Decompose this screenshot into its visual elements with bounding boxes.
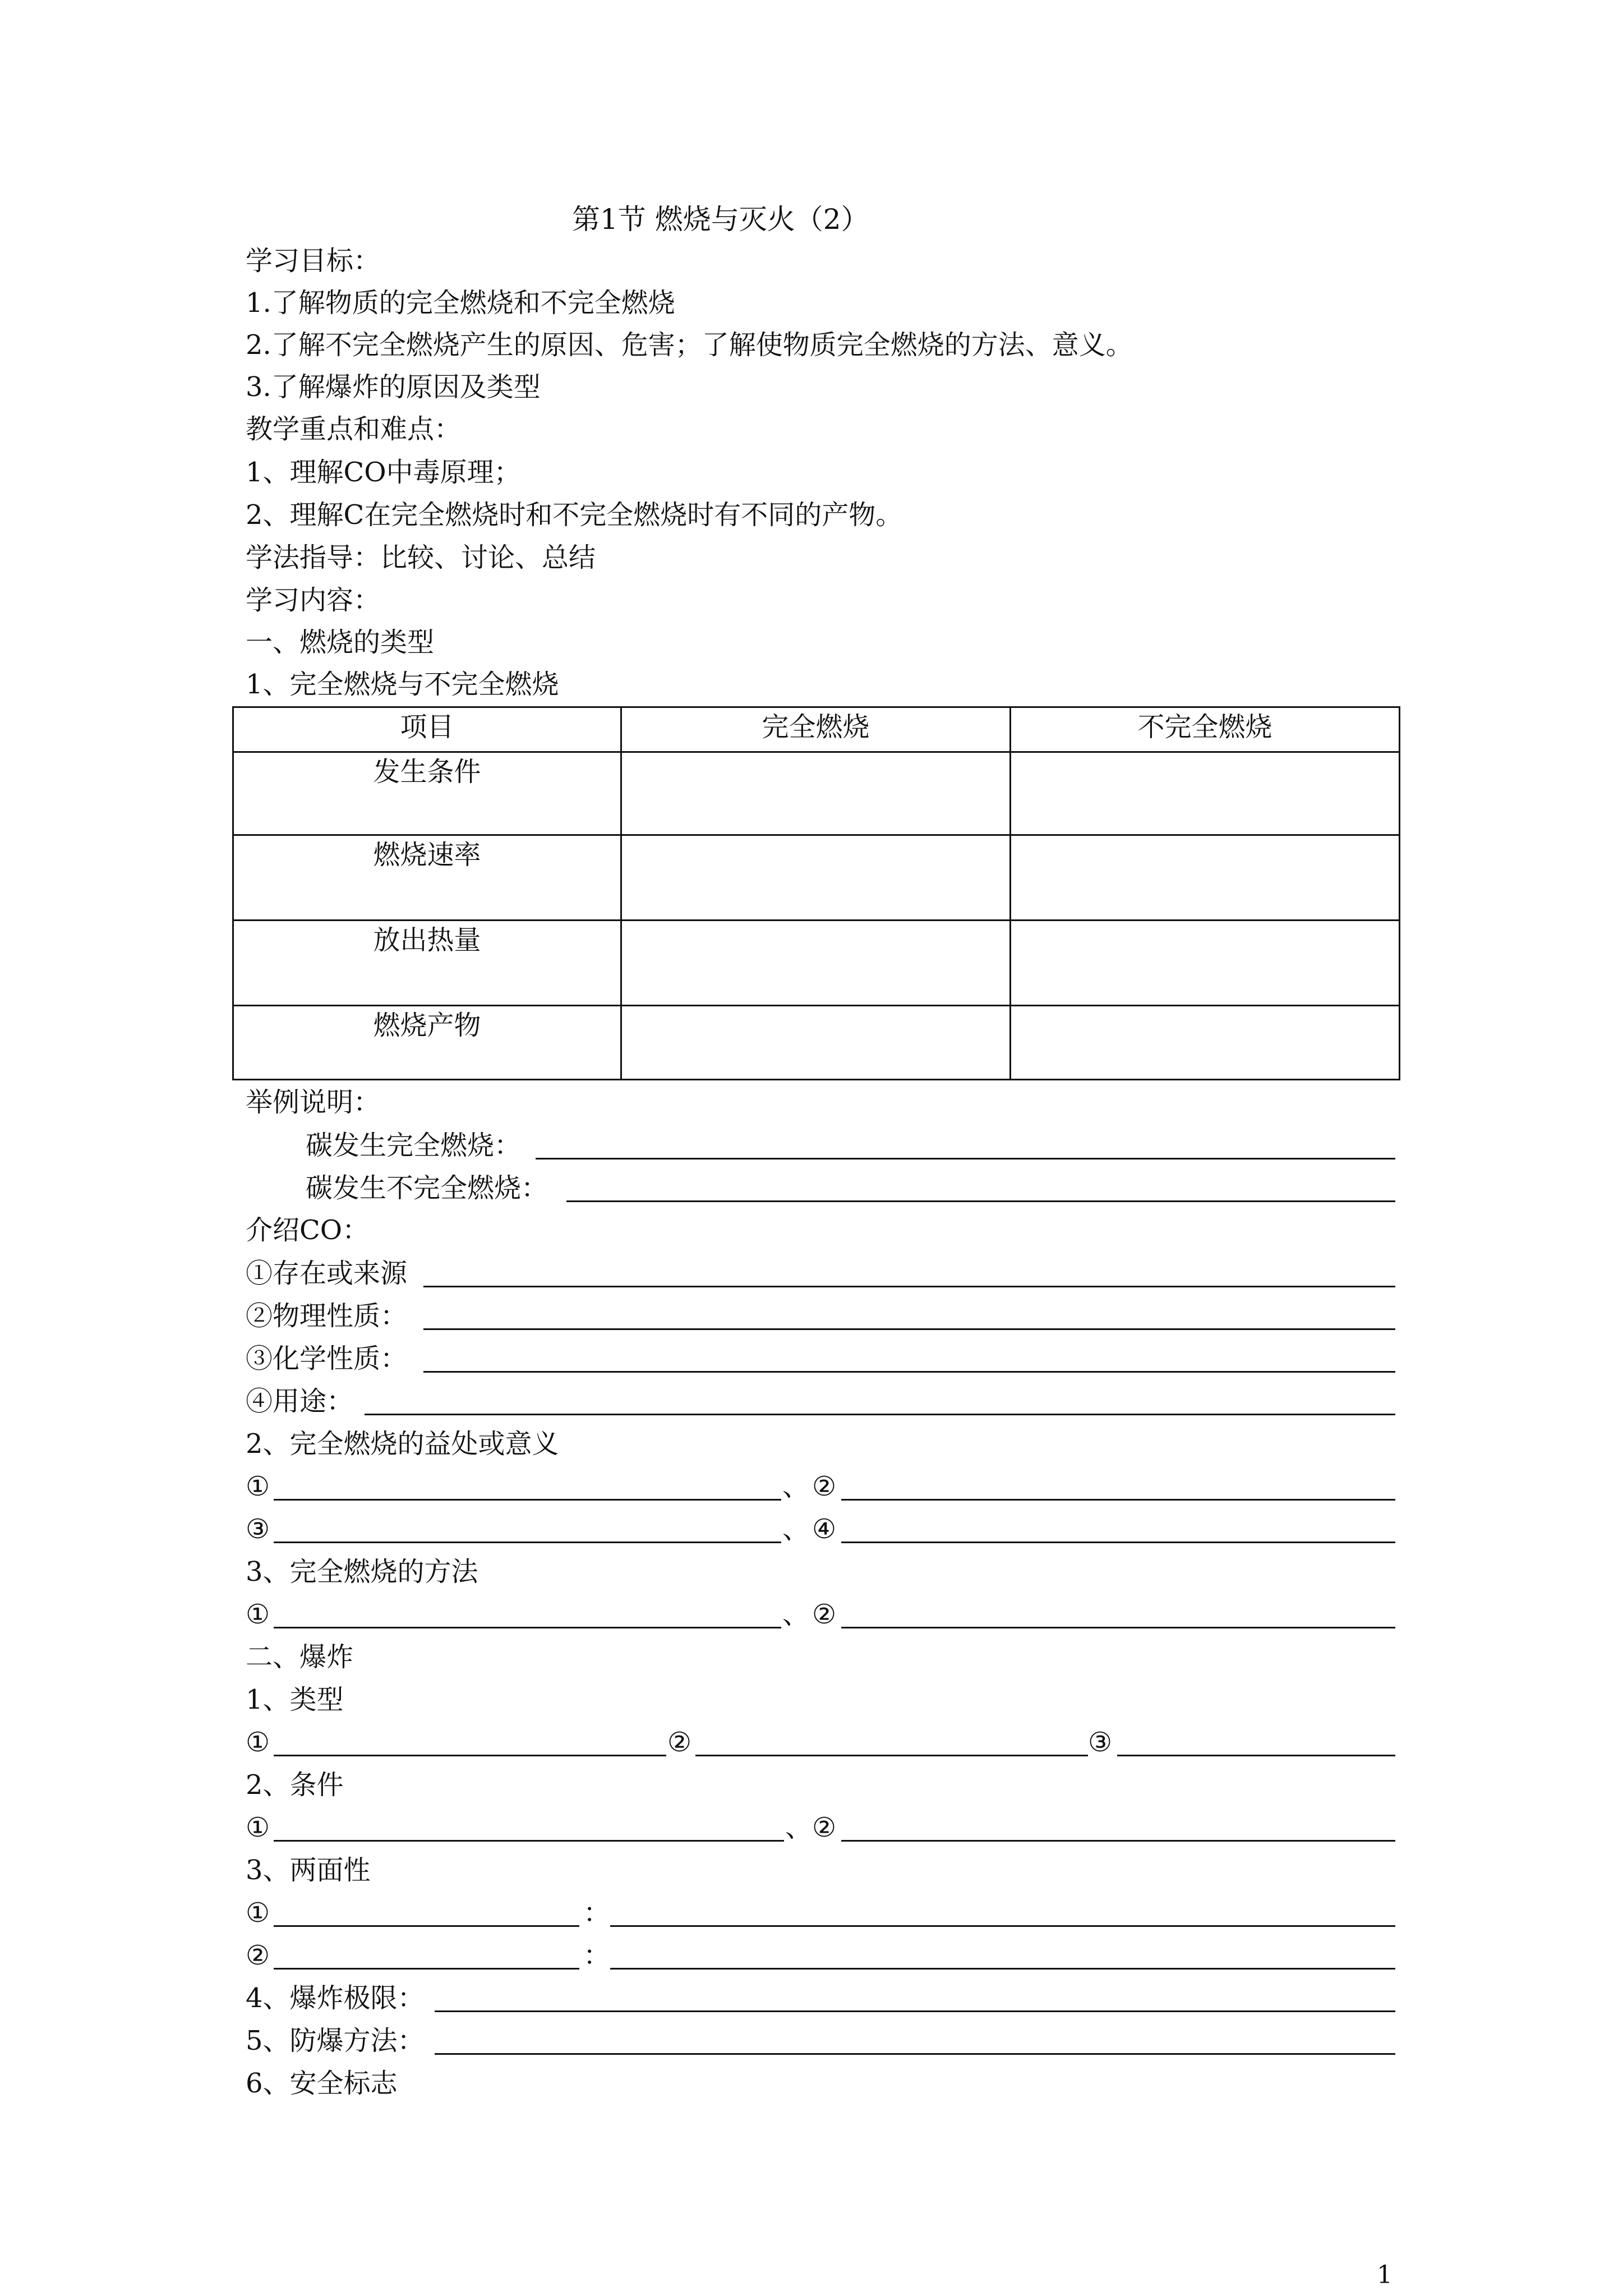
marker: ② [812,1812,837,1843]
table-cell-blank[interactable] [1011,921,1400,1006]
marker: ② [812,1471,837,1502]
answer-blank[interactable] [274,1542,781,1543]
example-heading: 举例说明： [246,1087,381,1118]
key-points-heading: 教学重点和难点： [246,413,462,445]
marker: ① [246,1897,270,1929]
marker: ① [246,1471,270,1502]
marker: ③ [246,1513,270,1545]
answer-blank[interactable] [841,1627,1395,1628]
section2-types: 1、类型 [246,1684,344,1715]
section2-duality: 3、两面性 [246,1855,371,1886]
marker: ③ [1088,1727,1113,1758]
answer-blank[interactable] [566,1200,1395,1202]
example-incomplete-label: 碳发生不完全燃烧： [306,1172,548,1204]
answer-blank[interactable] [841,1542,1395,1543]
answer-blank[interactable] [274,1968,579,1970]
answer-blank[interactable] [610,1925,1395,1927]
table-cell-blank[interactable] [621,752,1011,835]
answer-blank[interactable] [423,1286,1395,1287]
marker: ① [246,1727,270,1758]
section2-conditions: 2、条件 [246,1769,344,1801]
marker: ① [246,1599,270,1630]
answer-blank[interactable] [274,1925,579,1927]
objective-item: 3.了解爆炸的原因及类型 [246,371,541,403]
table-cell-blank[interactable] [1011,835,1400,921]
page-number: 1 [1377,2261,1393,2289]
section1-sub2: 2、完全燃烧的益处或意义 [246,1428,559,1460]
answer-blank[interactable] [423,1328,1395,1330]
example-complete-label: 碳发生完全燃烧： [306,1130,522,1161]
separator: 、 [782,1513,810,1545]
table-header: 完全燃烧 [621,707,1011,752]
table-header: 不完全燃烧 [1011,707,1400,752]
section2-sign: 6、安全标志 [246,2068,398,2099]
section2-limit: 4、爆炸极限： [246,1982,425,2014]
separator: 、 [785,1812,813,1843]
section2-heading: 二、爆炸 [246,1641,354,1673]
co-heading: 介绍CO： [246,1214,370,1246]
section2-prevention: 5、防爆方法： [246,2025,425,2056]
objective-item: 2.了解不完全燃烧产生的原因、危害；了解使物质完全燃烧的方法、意义。 [246,329,1133,361]
table-row-label: 发生条件 [233,752,621,835]
answer-blank[interactable] [435,2010,1395,2012]
colon: ： [583,1897,611,1929]
answer-blank[interactable] [274,1627,781,1628]
table-cell-blank[interactable] [621,921,1011,1006]
objective-item: 1.了解物质的完全燃烧和不完全燃烧 [246,287,675,319]
objectives-heading: 学习目标： [246,245,381,277]
answer-blank[interactable] [841,1499,1395,1501]
marker: ② [812,1599,837,1630]
answer-blank[interactable] [365,1414,1395,1415]
table-row-label: 燃烧产物 [233,1006,621,1080]
answer-blank[interactable] [435,2053,1395,2055]
table-row-label: 放出热量 [233,921,621,1006]
method-line: 学法指导：比较、讨论、总结 [246,542,596,573]
answer-blank[interactable] [423,1371,1395,1373]
co-item-label: ③化学性质： [246,1343,408,1374]
table-cell-blank[interactable] [621,835,1011,921]
colon: ： [583,1940,611,1971]
answer-blank[interactable] [695,1755,1088,1756]
combustion-comparison-table [232,706,1400,1080]
table-cell-blank[interactable] [1011,1006,1400,1080]
table-header: 项目 [233,707,621,752]
table-cell-blank[interactable] [621,1006,1011,1080]
answer-blank[interactable] [1117,1755,1395,1756]
answer-blank[interactable] [274,1499,781,1501]
marker: ① [246,1812,270,1843]
section1-sub1: 1、完全燃烧与不完全燃烧 [246,669,559,700]
marker: ④ [812,1513,837,1545]
marker: ② [246,1940,270,1971]
marker: ② [667,1727,692,1758]
section1-heading: 一、燃烧的类型 [246,627,435,658]
answer-blank[interactable] [610,1968,1395,1970]
separator: 、 [782,1599,810,1630]
answer-blank[interactable] [841,1840,1395,1842]
co-item-label: ④用途： [246,1386,354,1417]
answer-blank[interactable] [536,1158,1395,1159]
page-title: 第1节 燃烧与灭火（2） [572,203,869,236]
key-point-item: 1、理解CO中毒原理； [246,457,521,488]
table-row-label: 燃烧速率 [233,835,621,921]
key-point-item: 2、理解C在完全燃烧时和不完全燃烧时有不同的产物。 [246,499,903,531]
table-cell-blank[interactable] [1011,752,1400,835]
co-item-label: ①存在或来源 [246,1258,408,1289]
separator: 、 [782,1471,810,1502]
answer-blank[interactable] [274,1755,666,1756]
content-heading: 学习内容： [246,585,381,616]
section1-sub3: 3、完全燃烧的方法 [246,1556,478,1588]
co-item-label: ②物理性质： [246,1300,408,1332]
answer-blank[interactable] [274,1840,784,1842]
